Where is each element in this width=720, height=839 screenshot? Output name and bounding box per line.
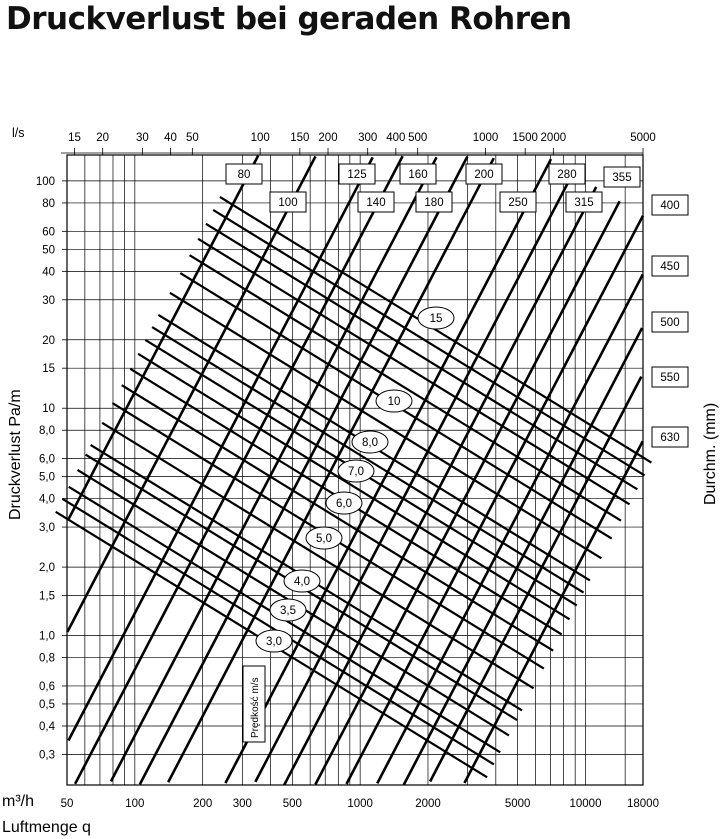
diameter-label-140 (358, 192, 394, 212)
y-tick-label: 15 (42, 363, 55, 376)
y-tick-label: 8,0 (39, 425, 55, 438)
diameter-label-180 (416, 192, 452, 212)
diameter-label-125 (339, 164, 375, 184)
x-tick-label: 5000 (504, 798, 531, 810)
velocity-label-6 (326, 492, 362, 514)
velocity-unit-label: Prędkość m/s (250, 677, 261, 738)
diameter-label-160 (400, 164, 436, 184)
x-tick-label: 200 (193, 798, 213, 810)
diameter-label-text: 450 (660, 261, 680, 273)
x-tick-label: 2000 (415, 798, 441, 810)
diameter-label-100 (270, 192, 306, 212)
diameter-label-text: 125 (347, 169, 367, 181)
y-tick-label: 6,0 (39, 453, 55, 466)
velocity-label-text: 5,0 (316, 533, 332, 545)
velocity-lines (56, 197, 652, 777)
x2-tick-label: 1500 (512, 132, 538, 144)
diameter-label-200 (466, 164, 502, 184)
x2-tick-label: 150 (290, 132, 310, 144)
x-axis-title: Luftmenge q (2, 819, 91, 836)
diameter-label-text: 180 (424, 197, 444, 209)
diameter-line (68, 157, 372, 740)
diameter-label-450 (652, 256, 688, 276)
velocity-label-5 (306, 527, 342, 549)
velocity-label-text: 10 (387, 396, 401, 408)
velocity-label-text: 7,0 (348, 466, 364, 478)
diameter-label-text: 550 (660, 372, 680, 384)
y-tick-label: 4,0 (39, 493, 55, 506)
x-tick-label: 10000 (569, 798, 602, 810)
diameter-label-500 (652, 312, 688, 332)
velocity-line (213, 210, 644, 476)
x-tick-label: 300 (232, 798, 252, 810)
diameter-label-text: 80 (237, 169, 251, 181)
diameter-label-355 (604, 167, 640, 187)
velocity-line (190, 255, 621, 521)
x2-tick-label: 500 (408, 132, 428, 144)
x2-tick-label: 1000 (472, 132, 499, 144)
page-title: Druckverlust bei geraden Rohren (6, 1, 572, 37)
velocity-label-15 (418, 307, 454, 329)
diameter-label-250 (500, 192, 536, 212)
diameter-label-280 (549, 164, 585, 184)
diameter-line (68, 156, 258, 520)
y-tick-label: 100 (35, 175, 55, 188)
y-tick-label: 10 (42, 403, 55, 416)
y-tick-label: 0,5 (39, 698, 55, 711)
x2-tick-label: 50 (185, 132, 199, 144)
x-tick-label: 500 (282, 798, 302, 810)
velocity-line (170, 293, 601, 559)
velocity-label-text: 15 (429, 313, 443, 325)
x2-tick-label: 30 (135, 132, 149, 144)
x2-tick-label: 20 (96, 132, 110, 144)
diameter-label-text: 160 (408, 169, 428, 181)
x-axis-ticks (61, 798, 659, 810)
velocity-label-10 (376, 390, 412, 412)
velocity-line (102, 423, 533, 689)
velocity-label-8 (352, 431, 388, 453)
y-tick-label: 2,0 (39, 562, 55, 575)
velocity-label-text: 4,0 (294, 576, 310, 588)
diameter-label-text: 315 (574, 197, 594, 209)
x2-tick-label: 200 (318, 132, 338, 144)
x-tick-label: 1000 (347, 798, 373, 810)
y-tick-label: 1,5 (39, 590, 55, 603)
x2-tick-label: 400 (386, 132, 406, 144)
diameter-label-text: 630 (660, 432, 680, 444)
diameter-label-550 (652, 367, 688, 387)
velocity-label-4 (284, 570, 320, 592)
x2-tick-label: 15 (68, 132, 81, 144)
diameter-label-text: 200 (474, 169, 494, 181)
velocity-label-text: 6,0 (336, 498, 352, 510)
diameter-label-630 (652, 427, 688, 447)
y-tick-label: 3,0 (39, 522, 55, 535)
x2-tick-label: 5000 (630, 132, 656, 144)
velocity-line (198, 239, 629, 505)
velocity-label-text: 8,0 (362, 437, 378, 449)
y-tick-label: 0,3 (39, 749, 55, 762)
y-axis-title: Druckverlust Pa/m (7, 389, 24, 520)
velocity-label-3 (256, 630, 292, 652)
diameter-axis-title: Durchm. (mm) (702, 402, 719, 505)
x-unit-label: m³/h (2, 793, 34, 810)
x2-axis-ticks (61, 132, 656, 155)
x2-tick-label: 300 (358, 132, 378, 144)
y-tick-label: 40 (42, 266, 55, 279)
diameter-label-text: 280 (557, 169, 577, 181)
y-tick-label: 0,4 (39, 720, 55, 733)
y-tick-label: 20 (42, 334, 55, 347)
x-tick-label: 100 (125, 798, 145, 810)
velocity-line (152, 327, 583, 593)
velocity-unit-box (243, 666, 265, 742)
velocity-label-3-5 (270, 599, 306, 621)
velocity-label-text: 3,5 (280, 605, 296, 617)
y-tick-label: 80 (42, 197, 55, 210)
y-tick-label: 0,6 (39, 680, 55, 693)
y-tick-label: 1,0 (39, 630, 55, 643)
diameter-label-text: 500 (660, 317, 680, 329)
y-axis-ticks (36, 176, 67, 761)
y-tick-label: 50 (42, 244, 55, 257)
x-tick-label: 18000 (627, 798, 659, 810)
diameter-line (284, 187, 596, 785)
diameter-label-text: 250 (508, 197, 528, 209)
diameter-label-text: 140 (366, 197, 386, 209)
x2-unit-label: l/s (12, 126, 25, 140)
diameter-label-80 (226, 164, 262, 184)
diameter-label-text: 400 (660, 200, 680, 212)
x2-tick-label: 100 (250, 132, 270, 144)
velocity-line (220, 197, 651, 463)
velocity-label-7 (338, 460, 374, 482)
diameter-label-text: 355 (612, 172, 632, 184)
x-tick-label: 50 (60, 798, 74, 810)
x2-tick-label: 40 (164, 132, 177, 144)
y-tick-label: 5,0 (39, 471, 55, 484)
diameter-label-text: 100 (278, 197, 298, 209)
y-tick-label: 60 (42, 226, 55, 239)
x2-tick-label: 2000 (540, 132, 567, 144)
diameter-label-400 (652, 195, 688, 215)
y-tick-label: 0,8 (39, 652, 55, 665)
diameter-label-315 (566, 192, 602, 212)
velocity-label-text: 3,0 (266, 636, 282, 648)
diameter-line (168, 158, 494, 782)
y-tick-label: 30 (42, 294, 55, 307)
